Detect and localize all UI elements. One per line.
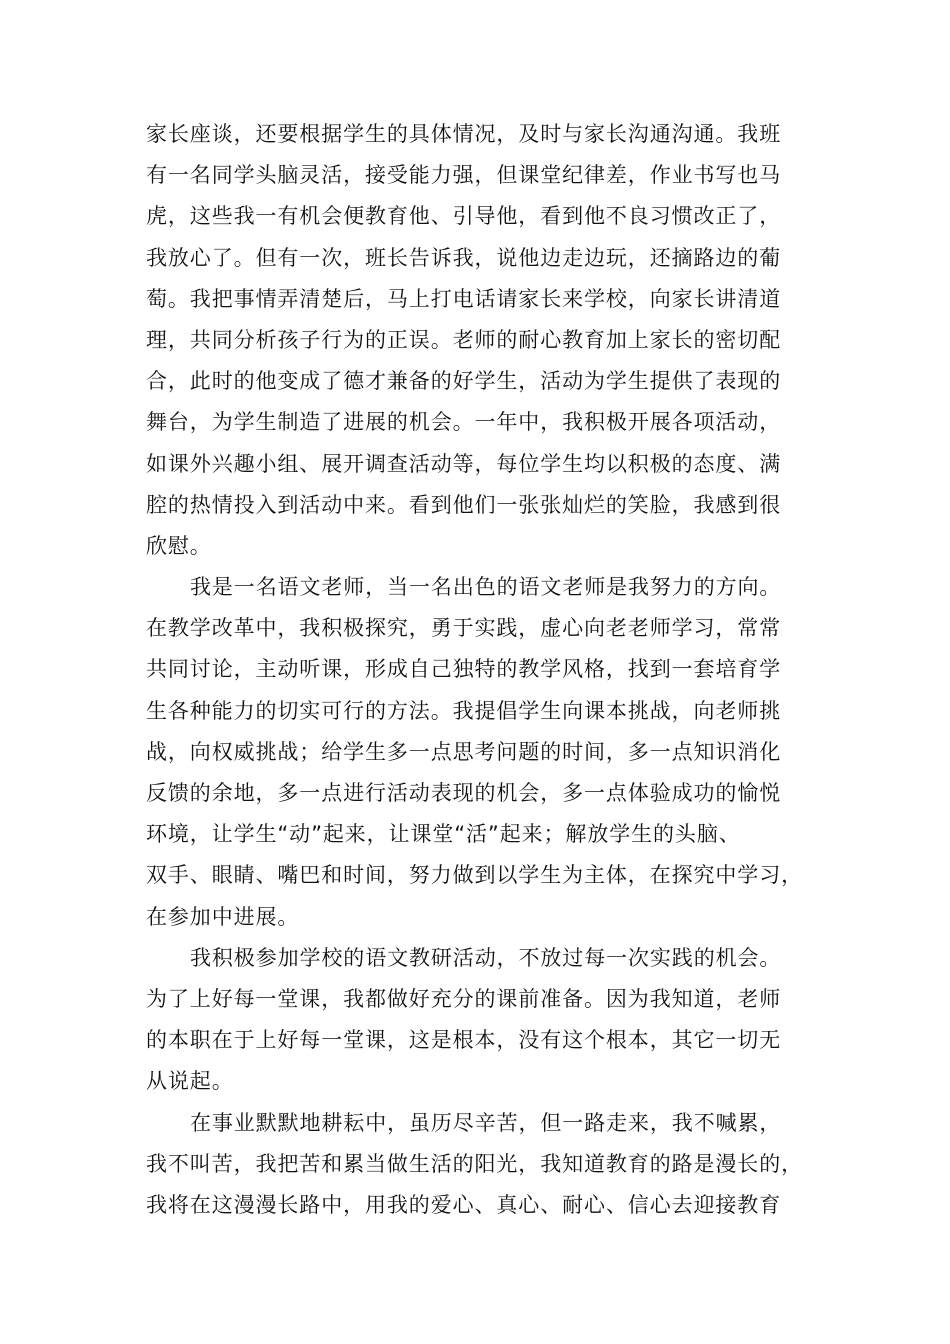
text-line: 腔的热情投入到活动中来。看到他们一张张灿烂的笑脸，我感到很 (146, 492, 782, 517)
paragraph-3 (146, 938, 826, 1103)
text-line: 在教学改革中，我积极探究，勇于实践，虚心向老老师学习，常常 (146, 616, 782, 641)
text-line: 在参加中进展。 (146, 904, 300, 929)
text-line: 我不叫苦，我把苦和累当做生活的阳光，我知道教育的路是漫长的， (146, 1151, 803, 1176)
text-line: 合，此时的他变成了德才兼备的好学生，活动为学生提供了表现的 (146, 369, 782, 394)
text-line: 反馈的余地，多一点进行活动表现的机会，多一点体验成功的愉悦 (146, 781, 782, 805)
text-line: 共同讨论，主动听课，形成自己独特的教学风格，找到一套培育学 (146, 657, 782, 682)
text-line: 环境，让学生“动”起来，让课堂“活”起来；解放学生的头脑、 (146, 822, 741, 847)
text-line: 从说起。 (146, 1069, 234, 1094)
text-line: 双手、眼睛、嘴巴和时间，努力做到以学生为主体，在探究中学习， (146, 863, 803, 888)
text-line-first: 我是一名语文老师，当一名出色的语文老师是我努力的方向。 (190, 575, 782, 600)
text-line: 战，向权威挑战；给学生多一点思考问题的时间，多一点知识消化 (146, 739, 782, 764)
paragraph-4 (146, 1103, 826, 1227)
text-line: 的本职在于上好每一堂课，这是根本，没有这个根本，其它一切无 (146, 1028, 782, 1053)
paragraph-2 (146, 567, 826, 938)
text-line: 如课外兴趣小组、展开调查活动等，每位学生均以积极的态度、满 (146, 451, 782, 476)
text-line: 欣慰。 (146, 533, 212, 558)
text-line-first: 我积极参加学校的语文教研活动，不放过每一次实践的机会。 (190, 945, 782, 970)
text-line: 理，共同分析孩子行为的正误。老师的耐心教育加上家长的密切配 (146, 327, 782, 352)
text-line: 为了上好每一堂课，我都做好充分的课前准备。因为我知道，老师 (146, 986, 782, 1011)
body-text (146, 114, 826, 1226)
text-line: 我放心了。但有一次，班长告诉我，说他边走边玩，还摘路边的葡 (146, 245, 782, 270)
paragraph-1 (146, 114, 826, 567)
text-line: 家长座谈，还要根据学生的具体情况，及时与家长沟通沟通。我班 (146, 122, 782, 146)
text-line: 生各种能力的切实可行的方法。我提倡学生向课本挑战，向老师挑 (146, 698, 782, 723)
text-line-first: 在事业默默地耕耘中，虽历尽辛苦，但一路走来，我不喊累， (190, 1110, 782, 1135)
text-line: 我将在这漫漫长路中，用我的爱心、真心、耐心、信心去迎接教育 (146, 1192, 782, 1217)
text-line: 虎，这些我一有机会便教育他、引导他，看到他不良习惯改正了， (146, 204, 782, 229)
text-line: 有一名同学头脑灵活，接受能力强，但课堂纪律差，作业书写也马 (146, 163, 782, 188)
text-line: 萄。我把事情弄清楚后，马上打电话请家长来学校，向家长讲清道 (146, 286, 782, 311)
text-line: 舞台，为学生制造了进展的机会。一年中，我积极开展各项活动， (146, 410, 782, 435)
